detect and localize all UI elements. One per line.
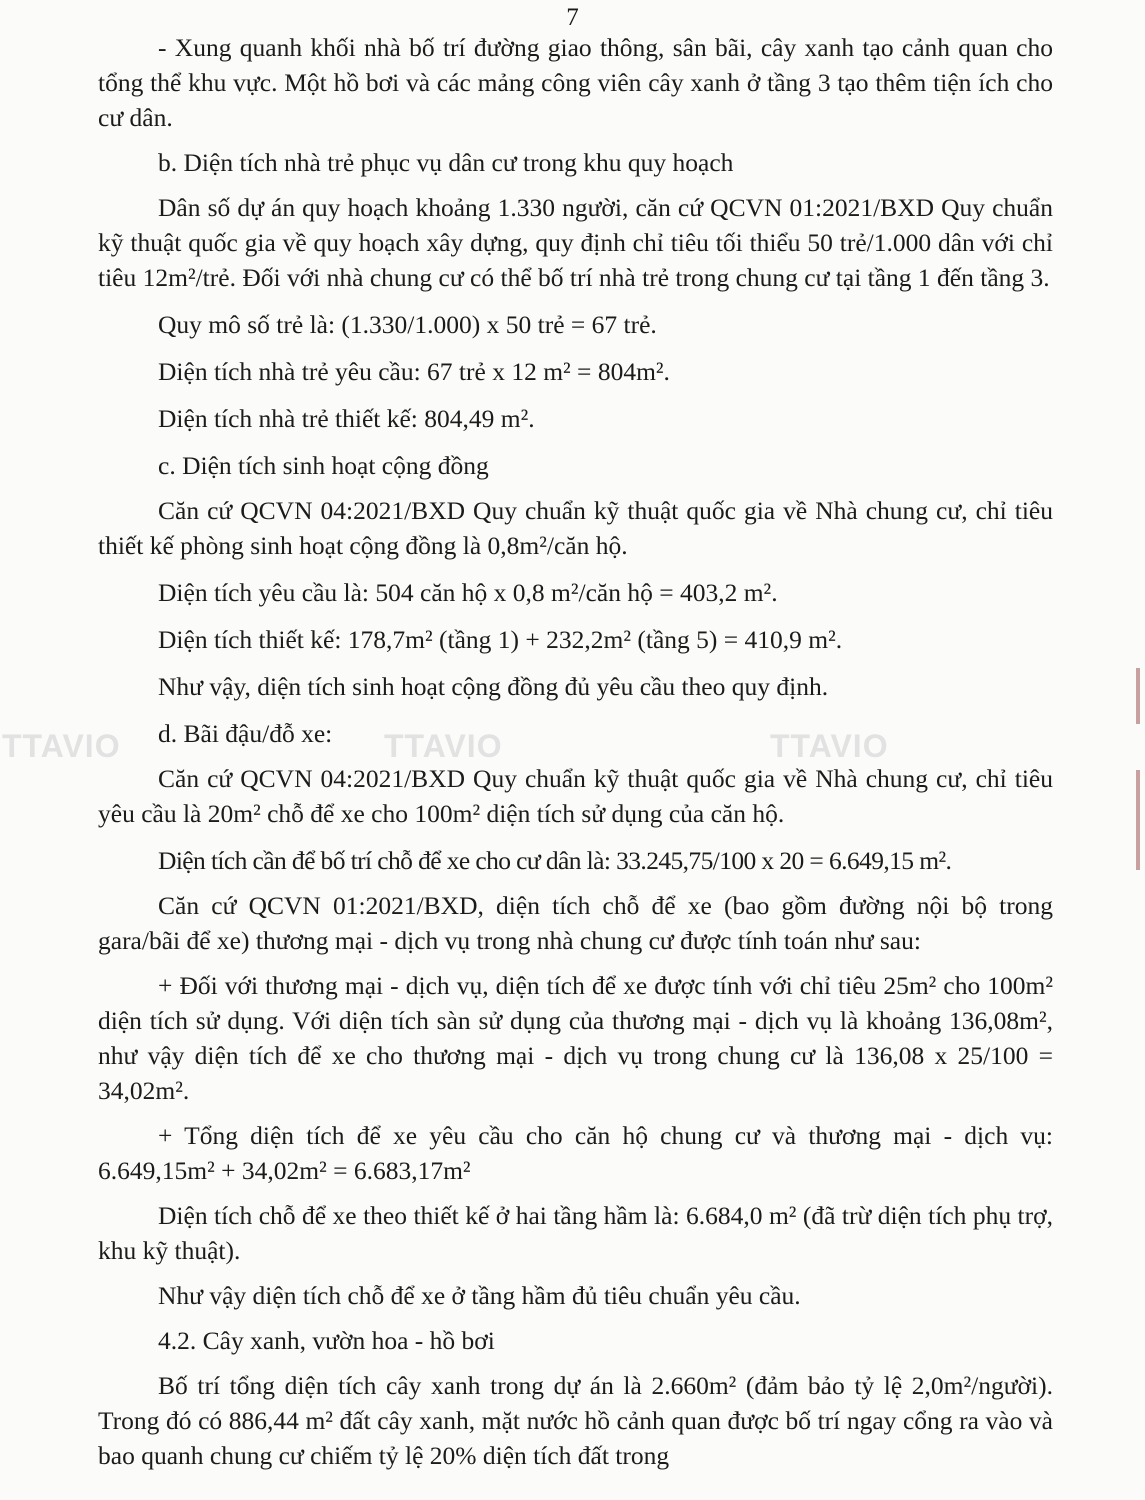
paragraph: Như vậy diện tích chỗ để xe ở tầng hầm đủ tiêu chuẩn yêu cầu. xyxy=(158,1281,801,1310)
paragraph: Diện tích chỗ để xe theo thiết kế ở hai tầng hầm là: 6.684,0 m² (đã trừ diện tích phụ trợ, khu kỹ thuật). xyxy=(98,1201,1053,1265)
paragraph: - Xung quanh khối nhà bố trí đường giao thông, sân bãi, cây xanh tạo cảnh quan cho tổng thể khu vực. Một hồ bơi và các mảng công viên cây xanh ở tầng 3 tạo thêm tiện ích cho cư dân. xyxy=(98,33,1053,132)
paragraph: Diện tích nhà trẻ yêu cầu: 67 trẻ x 12 m² = 804m². xyxy=(158,357,670,386)
section-heading-b: b. Diện tích nhà trẻ phục vụ dân cư trong khu quy hoạch xyxy=(158,148,734,177)
scan-edge-mark xyxy=(1136,668,1140,724)
paragraph: + Đối với thương mại - dịch vụ, diện tích để xe được tính với chỉ tiêu 25m² cho 100m² diện tích sử dụng. Với diện tích sàn sử dụng của thương mại - dịch vụ là khoảng 136,08m², như vậy diện tích để xe cho thương mại - dịch vụ trong chung cư là 136,08 x 25/100 = 34,02m². xyxy=(98,971,1053,1105)
section-heading-d: d. Bãi đậu/đỗ xe: xyxy=(158,719,333,748)
paragraph: + Tổng diện tích để xe yêu cầu cho căn hộ chung cư và thương mại - dịch vụ: 6.649,15m² + 34,02m² = 6.683,17m² xyxy=(98,1121,1053,1185)
paragraph: Diện tích thiết kế: 178,7m² (tầng 1) + 232,2m² (tầng 5) = 410,9 m². xyxy=(158,625,843,654)
section-heading-c: c. Diện tích sinh hoạt cộng đồng xyxy=(158,451,489,480)
paragraph: Dân số dự án quy hoạch khoảng 1.330 người, căn cứ QCVN 01:2021/BXD Quy chuẩn kỹ thuật quốc gia về quy hoạch xây dựng, quy định chỉ tiêu tối thiểu 50 trẻ/1.000 dân với chỉ tiêu 12m²/trẻ. Đối với nhà chung cư có thể bố trí nhà trẻ trong chung cư tại tầng 1 đến tầng 3. xyxy=(98,193,1053,292)
paragraph: Căn cứ QCVN 04:2021/BXD Quy chuẩn kỹ thuật quốc gia về Nhà chung cư, chỉ tiêu yêu cầu là 20m² chỗ để xe cho 100m² diện tích sử dụng của căn hộ. xyxy=(98,764,1053,828)
paragraph: Diện tích cần để bố trí chỗ để xe cho cư dân là: 33.245,75/100 x 20 = 6.649,15 m². xyxy=(158,846,952,875)
paragraph: Như vậy, diện tích sinh hoạt cộng đồng đủ yêu cầu theo quy định. xyxy=(158,672,829,701)
watermark-center: TTAVIO xyxy=(384,728,503,764)
section-heading-4-2: 4.2. Cây xanh, vườn hoa - hồ bơi xyxy=(158,1326,495,1355)
paragraph: Quy mô số trẻ là: (1.330/1.000) x 50 trẻ = 67 trẻ. xyxy=(158,310,657,339)
paragraph: Diện tích nhà trẻ thiết kế: 804,49 m². xyxy=(158,404,535,433)
paragraph: Bố trí tổng diện tích cây xanh trong dự án là 2.660m² (đảm bảo tỷ lệ 2,0m²/người). Trong đó có 886,44 m² đất cây xanh, mặt nước hồ cảnh quan được bố trí ngay cổng ra vào và bao quanh chung cư chiếm tỷ lệ 20% diện tích đất trong xyxy=(98,1371,1053,1470)
scan-edge-mark xyxy=(1136,770,1140,870)
paragraph: Diện tích yêu cầu là: 504 căn hộ x 0,8 m²/căn hộ = 403,2 m². xyxy=(158,578,778,607)
document-body xyxy=(98,30,1053,1473)
watermark-left: TTAVIO xyxy=(2,728,121,764)
paragraph: Căn cứ QCVN 01:2021/BXD, diện tích chỗ để xe (bao gồm đường nội bộ trong gara/bãi để xe) thương mại - dịch vụ trong nhà chung cư được tính toán như sau: xyxy=(98,891,1053,955)
page-number: 7 xyxy=(566,4,579,31)
paragraph: Căn cứ QCVN 04:2021/BXD Quy chuẩn kỹ thuật quốc gia về Nhà chung cư, chỉ tiêu thiết kế phòng sinh hoạt cộng đồng là 0,8m²/căn hộ. xyxy=(98,496,1053,560)
watermark-right: TTAVIO xyxy=(770,728,889,764)
